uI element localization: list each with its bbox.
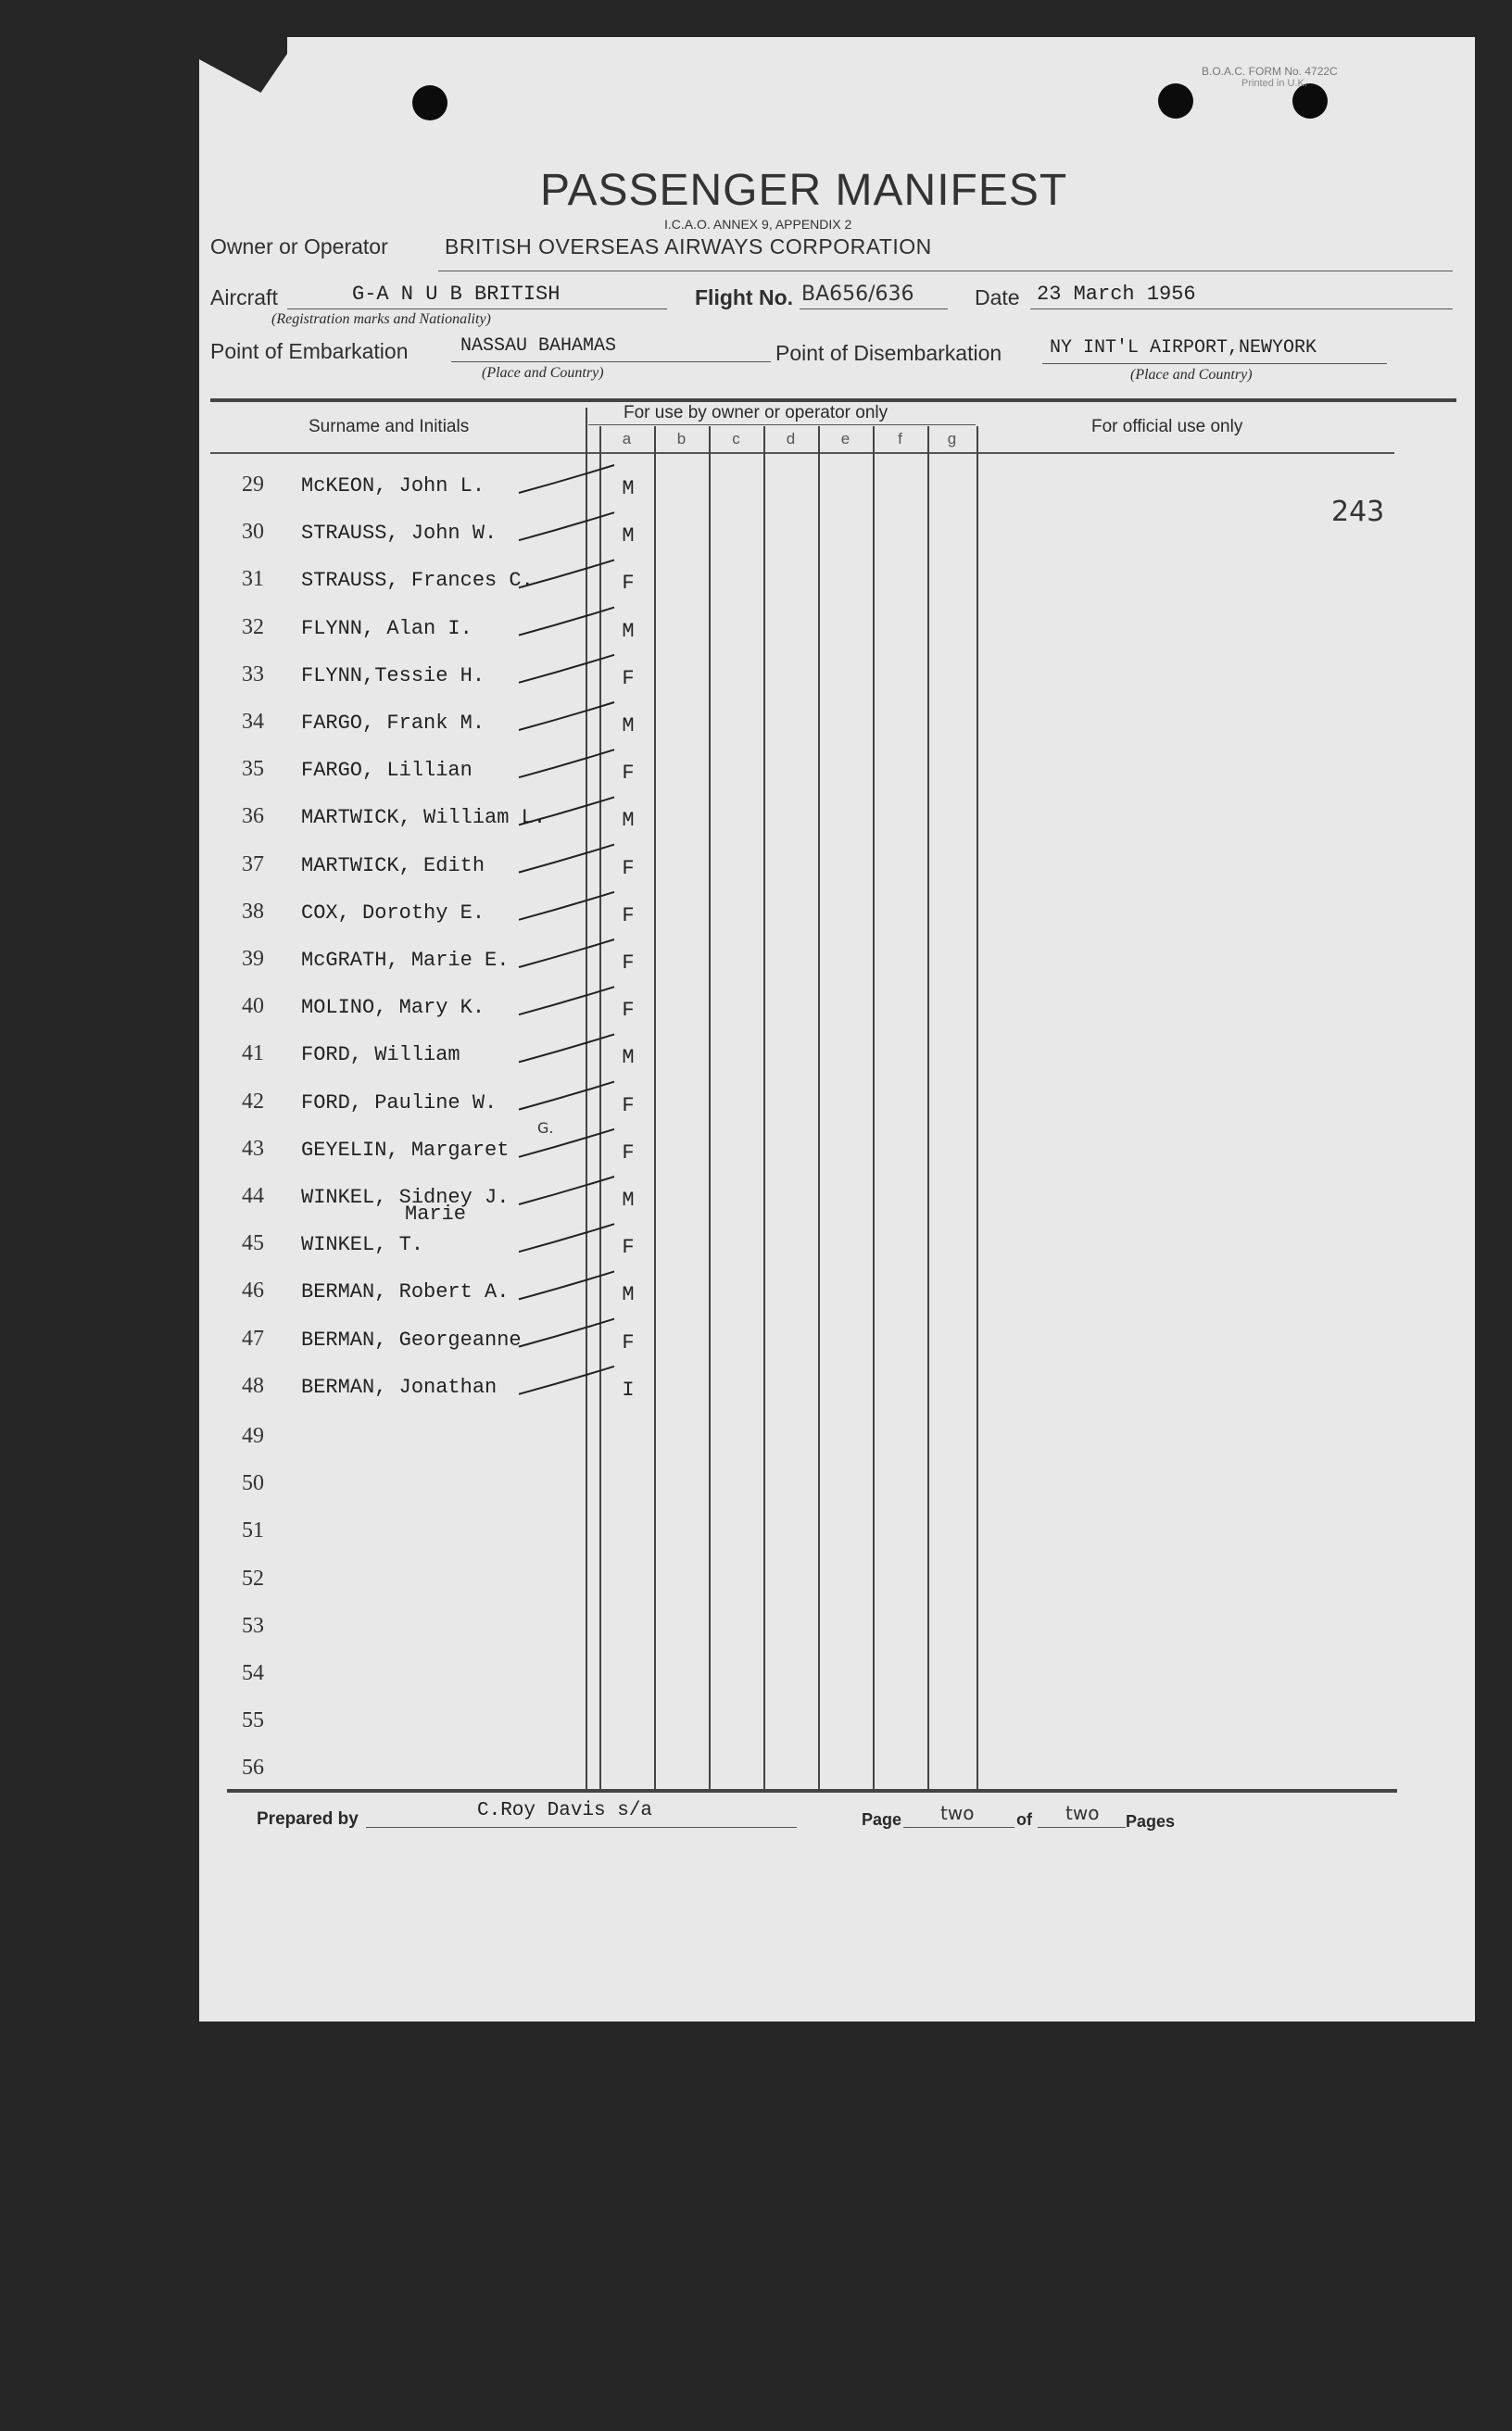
passenger-name: McGRATH, Marie E. xyxy=(301,949,510,972)
check-stroke xyxy=(519,1224,614,1252)
handwritten-page-number: 243 xyxy=(1331,496,1385,528)
form-reference: B.O.A.C. FORM No. 4722C xyxy=(1202,65,1338,78)
column-letter: a xyxy=(622,430,632,447)
annotation-initial-g: G. xyxy=(537,1119,554,1137)
row-number: 31 xyxy=(242,567,264,592)
column-letter: g xyxy=(947,430,957,447)
passenger-name: FARGO, Frank M. xyxy=(301,712,485,735)
handwritten-check-strokes xyxy=(199,37,1475,2022)
row-number: 49 xyxy=(242,1424,264,1448)
check-stroke xyxy=(519,465,614,493)
check-stroke xyxy=(519,512,614,540)
check-stroke xyxy=(519,939,614,967)
row-number: 29 xyxy=(242,472,264,497)
column-letter: d xyxy=(786,430,796,447)
embarkation-label: Point of Embarkation xyxy=(210,339,409,363)
check-stroke xyxy=(519,702,614,730)
passenger-name: FLYNN, Alan I. xyxy=(301,616,472,640)
passenger-name: FLYNN,Tessie H. xyxy=(301,663,485,687)
passenger-sex-code: M xyxy=(622,1283,635,1307)
passenger-name: COX, Dorothy E. xyxy=(301,901,485,925)
disembarkation-label: Point of Disembarkation xyxy=(775,341,1002,365)
row-number: 46 xyxy=(242,1278,264,1304)
row-number: 43 xyxy=(242,1136,264,1161)
passenger-sex-code: F xyxy=(622,1236,635,1260)
row-number: 47 xyxy=(242,1326,264,1351)
flight-value: BA656/636 xyxy=(801,283,914,306)
passenger-sex-code: M xyxy=(622,1046,635,1070)
pages-label: Pages xyxy=(1126,1812,1176,1831)
passenger-name: MARTWICK, William L. xyxy=(301,806,547,830)
passenger-sex-code: M xyxy=(622,524,635,548)
passenger-sex-code: F xyxy=(622,762,635,786)
row-number: 35 xyxy=(242,757,264,782)
row-number: 33 xyxy=(242,661,264,686)
row-number: 52 xyxy=(242,1566,264,1591)
row-number: 42 xyxy=(242,1089,264,1114)
check-stroke xyxy=(519,1177,614,1204)
page-label: Page xyxy=(862,1810,902,1829)
passenger-name: FORD, Pauline W. xyxy=(301,1090,498,1115)
passenger-name: FORD, William xyxy=(301,1043,460,1067)
check-stroke xyxy=(519,1129,614,1157)
surname-header: Surname and Initials xyxy=(309,417,470,436)
row-number: 56 xyxy=(242,1756,264,1781)
row-number: 41 xyxy=(242,1041,264,1066)
passenger-sex-code: F xyxy=(622,856,635,880)
row-number: 36 xyxy=(242,804,264,829)
passenger-sex-code: M xyxy=(622,714,635,737)
passenger-name: WINKEL, T. xyxy=(301,1233,424,1257)
row-number: 51 xyxy=(242,1518,264,1543)
passenger-name: BERMAN, Jonathan xyxy=(301,1375,498,1399)
column-letter: e xyxy=(840,430,850,447)
prepared-by-value: C.Roy Davis s/a xyxy=(477,1800,653,1821)
manifest-sheet xyxy=(199,37,1475,2022)
check-stroke xyxy=(519,655,614,683)
date-value: 23 March 1956 xyxy=(1037,283,1196,306)
passenger-sex-code: F xyxy=(622,666,635,690)
flight-label: Flight No. xyxy=(695,285,794,309)
page-underline xyxy=(903,1827,1014,1828)
passenger-name: BERMAN, Robert A. xyxy=(301,1280,510,1304)
passenger-sex-code: F xyxy=(622,572,635,596)
embarkation-value: NASSAU BAHAMAS xyxy=(460,335,617,357)
row-number: 55 xyxy=(242,1708,264,1733)
passenger-name: STRAUSS, Frances C. xyxy=(301,569,534,593)
of-underline xyxy=(1038,1827,1126,1828)
row-number: 38 xyxy=(242,899,264,924)
row-number: 44 xyxy=(242,1184,264,1208)
column-letter: c xyxy=(732,430,740,447)
passenger-sex-code: M xyxy=(622,619,635,643)
check-stroke xyxy=(519,1319,614,1347)
check-stroke xyxy=(519,560,614,587)
passenger-name: GEYELIN, Margaret xyxy=(301,1138,510,1162)
passenger-sex-code: F xyxy=(622,1093,635,1117)
form-printed-note: Printed in U.K. xyxy=(1241,78,1307,89)
check-stroke xyxy=(519,845,614,873)
row-number: 30 xyxy=(242,520,264,545)
disembarkation-note: (Place and Country) xyxy=(1130,367,1253,383)
page-title: PASSENGER MANIFEST xyxy=(540,166,1068,215)
check-stroke xyxy=(519,1082,614,1110)
check-stroke xyxy=(519,987,614,1014)
row-number: 48 xyxy=(242,1373,264,1398)
embarkation-note: (Place and Country) xyxy=(482,365,604,381)
check-stroke xyxy=(519,1034,614,1062)
passenger-sex-code: F xyxy=(622,1330,635,1354)
passenger-sex-code: F xyxy=(622,951,635,975)
column-letter: f xyxy=(898,430,902,447)
check-stroke xyxy=(519,608,614,636)
date-label: Date xyxy=(975,285,1020,309)
of-label: of xyxy=(1016,1810,1032,1829)
passenger-name: MARTWICK, Edith xyxy=(301,853,485,877)
prepared-by-underline xyxy=(366,1827,797,1828)
annotation-marie: Marie xyxy=(405,1203,467,1226)
official-use-header: For official use only xyxy=(1091,417,1243,436)
page-subtitle: I.C.A.O. ANNEX 9, APPENDIX 2 xyxy=(664,217,852,232)
row-number: 37 xyxy=(242,851,264,876)
passenger-sex-code: F xyxy=(622,903,635,927)
passenger-sex-code: M xyxy=(622,1189,635,1212)
passenger-name: FARGO, Lillian xyxy=(301,759,472,783)
row-number: 34 xyxy=(242,710,264,734)
passenger-name: MOLINO, Mary K. xyxy=(301,996,485,1020)
owner-label: Owner or Operator xyxy=(210,234,388,258)
row-number: 39 xyxy=(242,947,264,971)
passenger-name: WINKEL, Sidney J. xyxy=(301,1186,510,1209)
row-number: 40 xyxy=(242,994,264,1019)
column-letter: b xyxy=(676,430,687,447)
prepared-by-label: Prepared by xyxy=(257,1809,359,1829)
check-stroke xyxy=(519,797,614,825)
disembarkation-value: NY INT'L AIRPORT,NEWYORK xyxy=(1050,337,1317,359)
aircraft-label: Aircraft xyxy=(210,285,278,309)
row-number: 50 xyxy=(242,1471,264,1496)
passenger-sex-code: I xyxy=(622,1378,635,1402)
passenger-name: McKEON, John L. xyxy=(301,474,485,498)
aircraft-value: G-A N U B BRITISH xyxy=(352,283,561,306)
owner-use-header: For use by owner or operator only xyxy=(624,403,888,422)
passenger-name: BERMAN, Georgeanne xyxy=(301,1328,522,1352)
check-stroke xyxy=(519,892,614,920)
passenger-sex-code: F xyxy=(622,999,635,1023)
check-stroke xyxy=(519,1367,614,1394)
passenger-sex-code: F xyxy=(622,1140,635,1165)
row-number: 32 xyxy=(242,614,264,639)
row-number: 54 xyxy=(242,1661,264,1685)
aircraft-note: (Registration marks and Nationality) xyxy=(271,311,491,327)
passenger-sex-code: M xyxy=(622,477,635,500)
of-value: two xyxy=(1065,1802,1100,1824)
row-number: 53 xyxy=(242,1613,264,1638)
table-bottom-rule xyxy=(227,1789,1397,1793)
page-value: two xyxy=(940,1802,975,1824)
owner-value: BRITISH OVERSEAS AIRWAYS CORPORATION xyxy=(445,234,932,258)
row-number: 45 xyxy=(242,1231,264,1256)
passenger-name: STRAUSS, John W. xyxy=(301,522,498,546)
check-stroke xyxy=(519,749,614,777)
check-stroke xyxy=(519,1271,614,1299)
passenger-sex-code: M xyxy=(622,809,635,833)
